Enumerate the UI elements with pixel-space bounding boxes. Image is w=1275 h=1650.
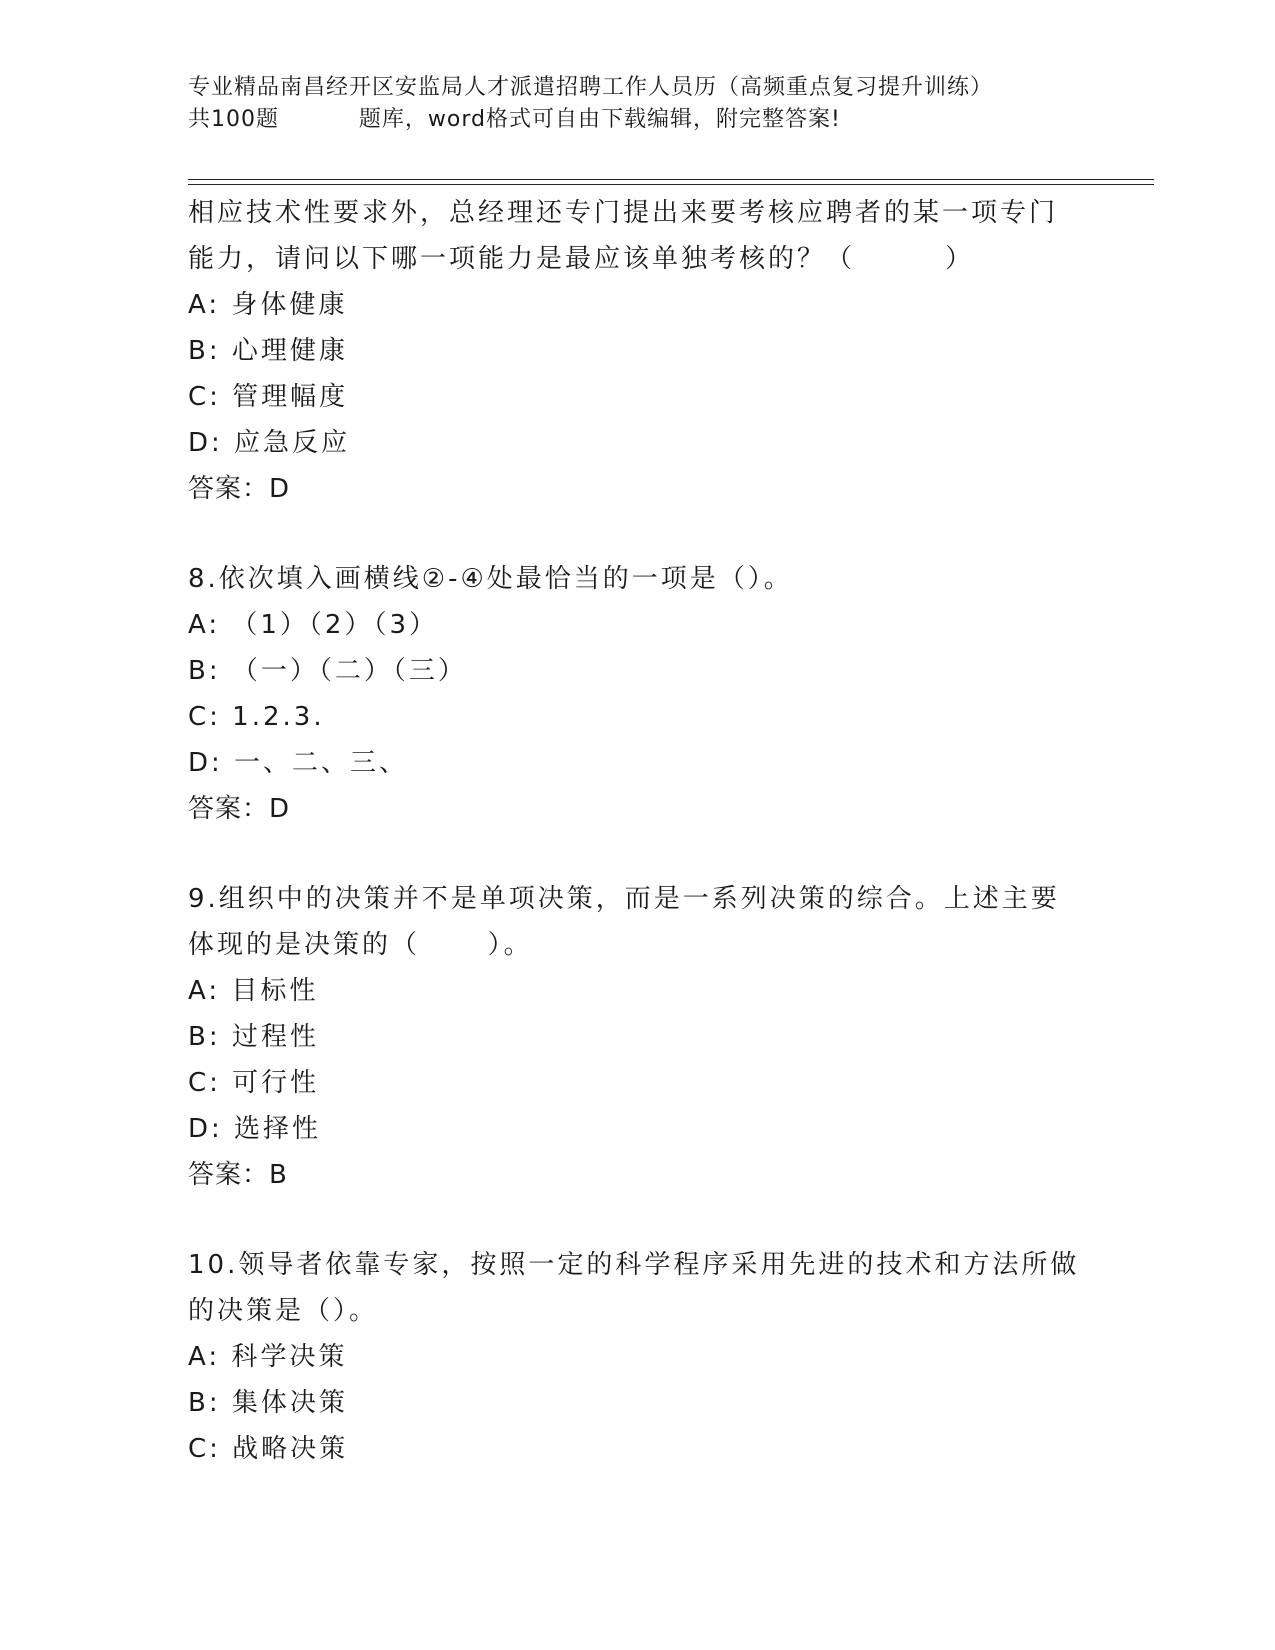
question-block [188,876,1088,1198]
question-text-line: 8.依次填入画横线②-④处最恰当的一项是（）。 [188,564,793,594]
question-text-line: 的决策是（）。 [188,1296,379,1326]
option-d: D: 一、二、三、 [188,748,409,778]
option-a: A: （1）（2）（3） [188,610,438,640]
option-c: C: 1.2.3. [188,702,325,732]
option-d: D: 选择性 [188,1114,322,1144]
question-text-line: 9.组织中的决策并不是单项决策，而是一系列决策的综合。上述主要 [188,884,1060,914]
question-block [188,556,1088,832]
answer-line: 答案：D [188,474,291,504]
header-title-line: 专业精品南昌经开区安监局人才派遣招聘工作人员历（高频重点复习提升训练） [188,75,994,100]
question-block [188,190,1088,512]
option-d: D: 应急反应 [188,428,351,458]
option-b: B: 集体决策 [188,1388,348,1418]
option-a: A: 身体健康 [188,290,348,320]
answer-line: 答案：B [188,1160,288,1190]
option-c: C: 战略决策 [188,1434,349,1464]
option-b: B: 过程性 [188,1022,319,1052]
question-block [188,1242,1088,1472]
document-header [188,72,1088,136]
question-spacer [188,832,1088,876]
option-b: B: （一）（二）（三） [188,656,467,686]
answer-line: 答案：D [188,794,291,824]
question-text-line: 相应技术性要求外，总经理还专门提出来要考核应聘者的某一项专门 [188,198,1059,228]
question-spacer [188,1198,1088,1242]
option-b: B: 心理健康 [188,336,348,366]
question-text-line: 能力，请问以下哪一项能力是最应该单独考核的？（ ） [188,244,975,274]
header-rule-top [188,179,1154,180]
question-list [188,190,1088,1472]
option-a: A: 科学决策 [188,1342,348,1372]
question-spacer [188,512,1088,556]
question-text-line: 体现的是决策的（ ）。 [188,930,533,960]
option-c: C: 可行性 [188,1068,320,1098]
option-c: C: 管理幅度 [188,382,349,412]
header-rule-bottom [188,184,1154,185]
option-a: A: 目标性 [188,976,319,1006]
question-text-line: 10.领导者依靠专家，按照一定的科学程序采用先进的技术和方法所做 [188,1250,1080,1280]
header-subtitle-line: 共100题 题库，word格式可自由下载编辑，附完整答案! [188,107,841,132]
